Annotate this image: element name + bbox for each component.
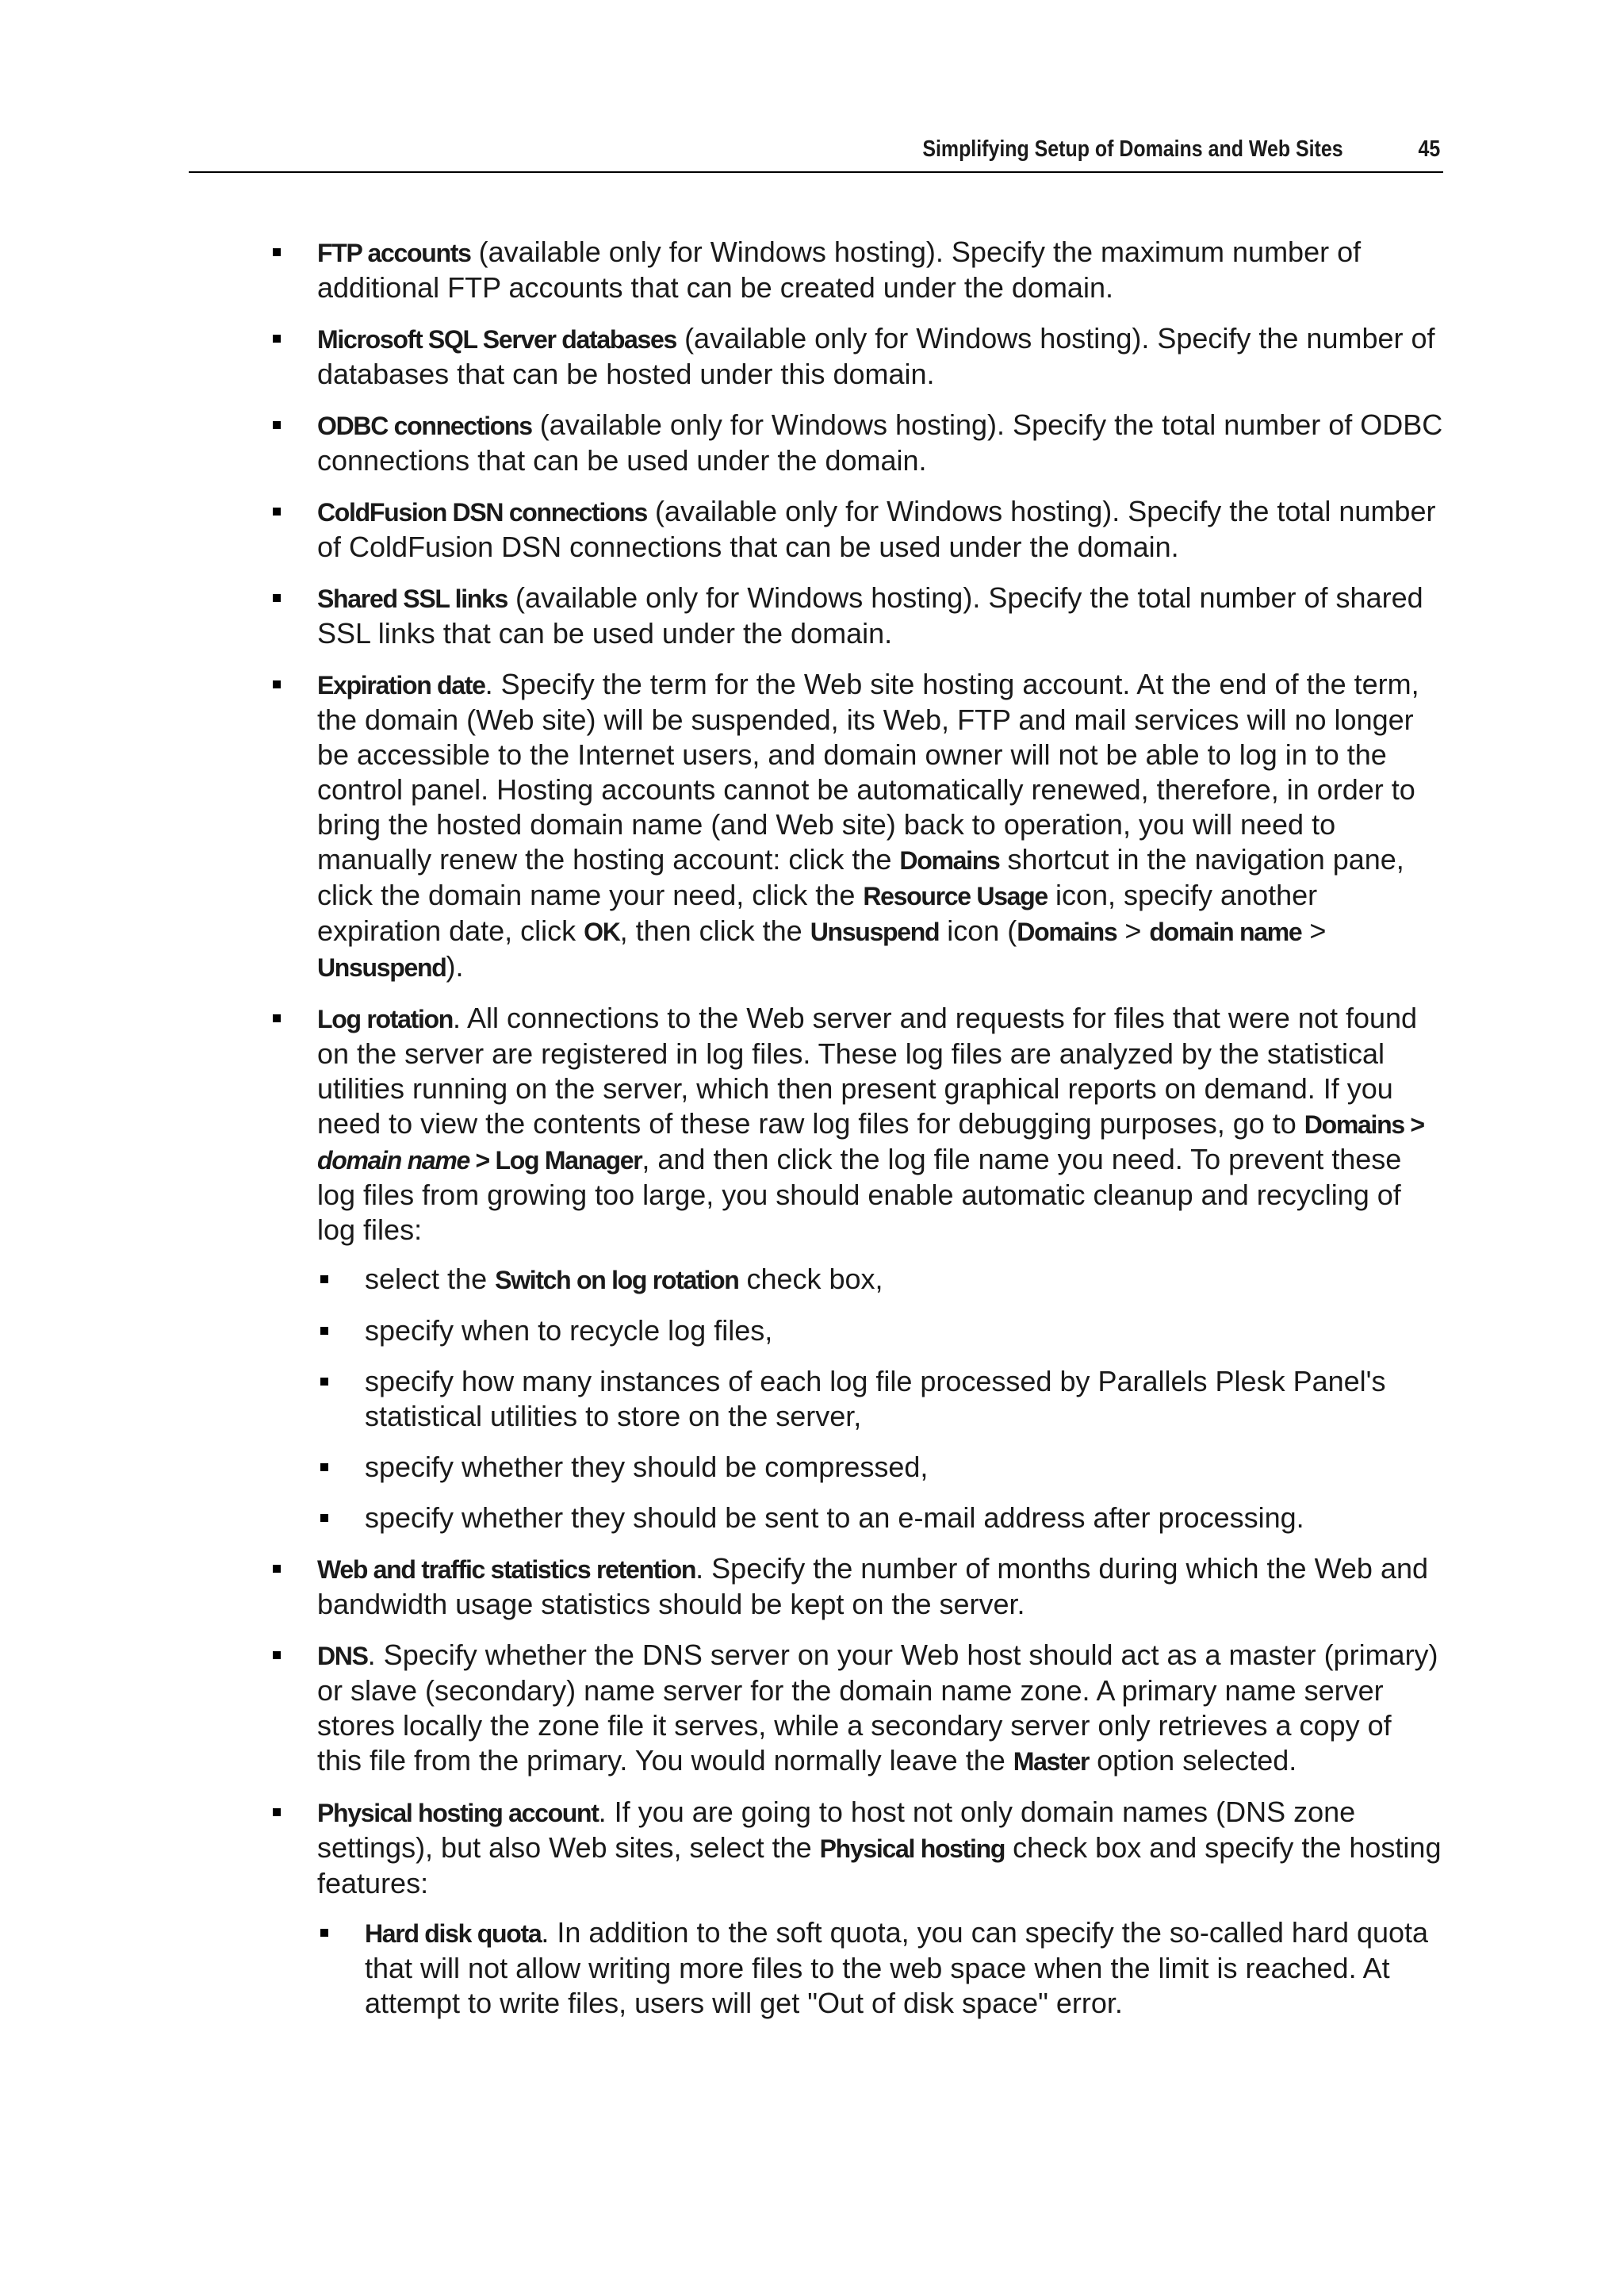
list-item-shared-ssl [270,581,1443,651]
list-item-coldfusion-dsn [270,494,1443,565]
sub-item-switch-on [317,1262,1443,1297]
physical-hosting-sublist [317,1915,1443,2021]
square-bullet-icon [320,1463,328,1471]
item-text: (available only for Windows hosting). Specify the total number of ODBC connections that can be used under the domain. [317,408,1443,477]
item-text: icon, specify another expiration date, click [317,879,1318,947]
list-item-log-rotation [270,1001,1443,1535]
sub-item-email [317,1501,1443,1535]
item-text: shortcut in the navigation pane, click the domain name your need, click the [317,843,1404,911]
ui-label-switch-on-log-rotation: Switch on log rotation [495,1266,739,1294]
item-text: . Specify whether the DNS server on your Web host should act as a master (primary) or slave (secondary) name server for the domain name zone. A primary name server stores locally the zone file it serves, while a secondary server only retrieves a copy of this file from the primary. You would normally leave the [317,1639,1438,1777]
list-item-statistics-retention [270,1551,1443,1622]
square-bullet-icon [273,421,281,429]
square-bullet-icon [320,1929,328,1937]
settings-list [317,235,1443,2021]
list-item-expiration-date [270,667,1443,985]
item-text: , then click the [619,914,810,947]
term-coldfusion-dsn: ColdFusion DSN connections [317,498,647,527]
sub-item-hard-disk-quota [317,1915,1443,2021]
item-text: check box and specify the hosting features: [317,1831,1442,1899]
item-text: (available only for Windows hosting). Specify the total number of shared SSL links that can be used under the domain. [317,581,1423,650]
list-item-odbc-connections [270,408,1443,478]
ui-label-ok: OK [584,918,620,946]
header-title: Simplifying Setup of Domains and Web Sites [922,136,1343,162]
square-bullet-icon [273,335,281,343]
square-bullet-icon [273,680,281,688]
list-item-dns [270,1638,1443,1779]
path-separator: > [1301,914,1327,947]
list-item-ftp-accounts [270,235,1443,305]
square-bullet-icon [273,1565,281,1573]
square-bullet-icon [320,1275,328,1283]
item-text: . If you are going to host not only domain names (DNS zone settings), but also Web sites, select the [317,1796,1356,1864]
item-text: specify how many instances of each log file processed by Parallels Plesk Panel's statistical utilities to store on the server, [365,1365,1386,1432]
path-unsuspend: Unsuspend [317,953,446,982]
term-hard-disk-quota: Hard disk quota [365,1919,542,1948]
path-domains: Domains [1017,918,1117,946]
item-text: . Specify the term for the Web site hosting account. At the end of the term, the domain (Web site) will be suspended, its Web, FTP and mail services will no longer be accessible to the Internet users, and domain owner will not be able to log in to the control panel. Hosting accounts cannot be automatically renewed, therefore, in order to bring the hosted domain name (and Web site) back to operation, you will need to manually renew the hosting account: click the [317,668,1419,876]
term-ftp-accounts: FTP accounts [317,239,471,267]
path-domains: Domains > [1304,1110,1424,1139]
path-domain-name: domain name [317,1146,469,1175]
term-expiration-date: Expiration date [317,671,485,700]
item-text: , and then click the log file name you need. To prevent these log files from growing too large, you should enable automatic cleanup and recycling of log files: [317,1143,1402,1246]
item-text: icon ( [939,914,1017,947]
item-text: select the [365,1263,496,1295]
square-bullet-icon [273,1014,281,1022]
list-item-physical-hosting [270,1795,1443,2021]
square-bullet-icon [273,508,281,516]
sub-item-instances [317,1364,1443,1434]
term-mssql-databases: Microsoft SQL Server databases [317,325,677,354]
page-body [317,235,1443,2037]
term-statistics-retention: Web and traffic statistics retention [317,1555,696,1584]
item-text: specify whether they should be compressed, [365,1451,929,1483]
sub-item-recycle [317,1313,1443,1348]
page-number: 45 [1418,136,1440,162]
square-bullet-icon [320,1327,328,1335]
item-text: (available only for Windows hosting). Specify the maximum number of additional FTP accounts that can be created under the domain. [317,236,1362,304]
sub-item-compressed [317,1450,1443,1485]
path-separator: > [1116,914,1150,947]
square-bullet-icon [273,1651,281,1659]
item-text: . Specify the number of months during which the Web and bandwidth usage statistics should be kept on the server. [317,1552,1429,1620]
item-text: specify whether they should be sent to an e-mail address after processing. [365,1501,1304,1534]
item-text: . In addition to the soft quota, you can specify the so-called hard quota that will not allow writing more files to the web space when the limit is reached. At attempt to write files, users will get "Out of disk space" error. [365,1916,1429,2019]
term-odbc-connections: ODBC connections [317,412,532,440]
term-dns: DNS [317,1642,368,1670]
item-text: (available only for Windows hosting). Specify the total number of ColdFusion DSN connections that can be used under the domain. [317,495,1436,563]
item-text: . All connections to the Web server and requests for files that were not found on the server are registered in log files. These log files are analyzed by the statistical utilities running on the server, which then present graphical reports on demand. If you need to view the contents of these raw log files for debugging purposes, go to [317,1002,1418,1140]
ui-label-unsuspend: Unsuspend [810,918,940,946]
item-text: ). [446,950,464,983]
square-bullet-icon [273,594,281,602]
ui-label-physical-hosting: Physical hosting [819,1834,1005,1863]
term-physical-hosting-account: Physical hosting account [317,1799,599,1827]
term-shared-ssl: Shared SSL links [317,585,508,613]
ui-label-resource-usage: Resource Usage [863,882,1048,910]
square-bullet-icon [320,1378,328,1386]
item-text: specify when to recycle log files, [365,1314,773,1347]
square-bullet-icon [320,1514,328,1522]
square-bullet-icon [273,1808,281,1816]
path-domain-name: domain name [1149,918,1302,946]
running-header [189,135,1443,173]
item-text: option selected. [1089,1744,1297,1777]
path-log-manager: > Log Manager [469,1146,642,1175]
log-rotation-sublist [317,1262,1443,1535]
term-log-rotation: Log rotation [317,1005,454,1033]
ui-label-domains: Domains [899,846,1000,875]
list-item-mssql-databases [270,321,1443,392]
ui-label-master: Master [1013,1747,1090,1776]
item-text: check box, [738,1263,883,1295]
item-text: (available only for Windows hosting). Specify the number of databases that can be hosted under this domain. [317,322,1435,390]
square-bullet-icon [273,248,281,256]
